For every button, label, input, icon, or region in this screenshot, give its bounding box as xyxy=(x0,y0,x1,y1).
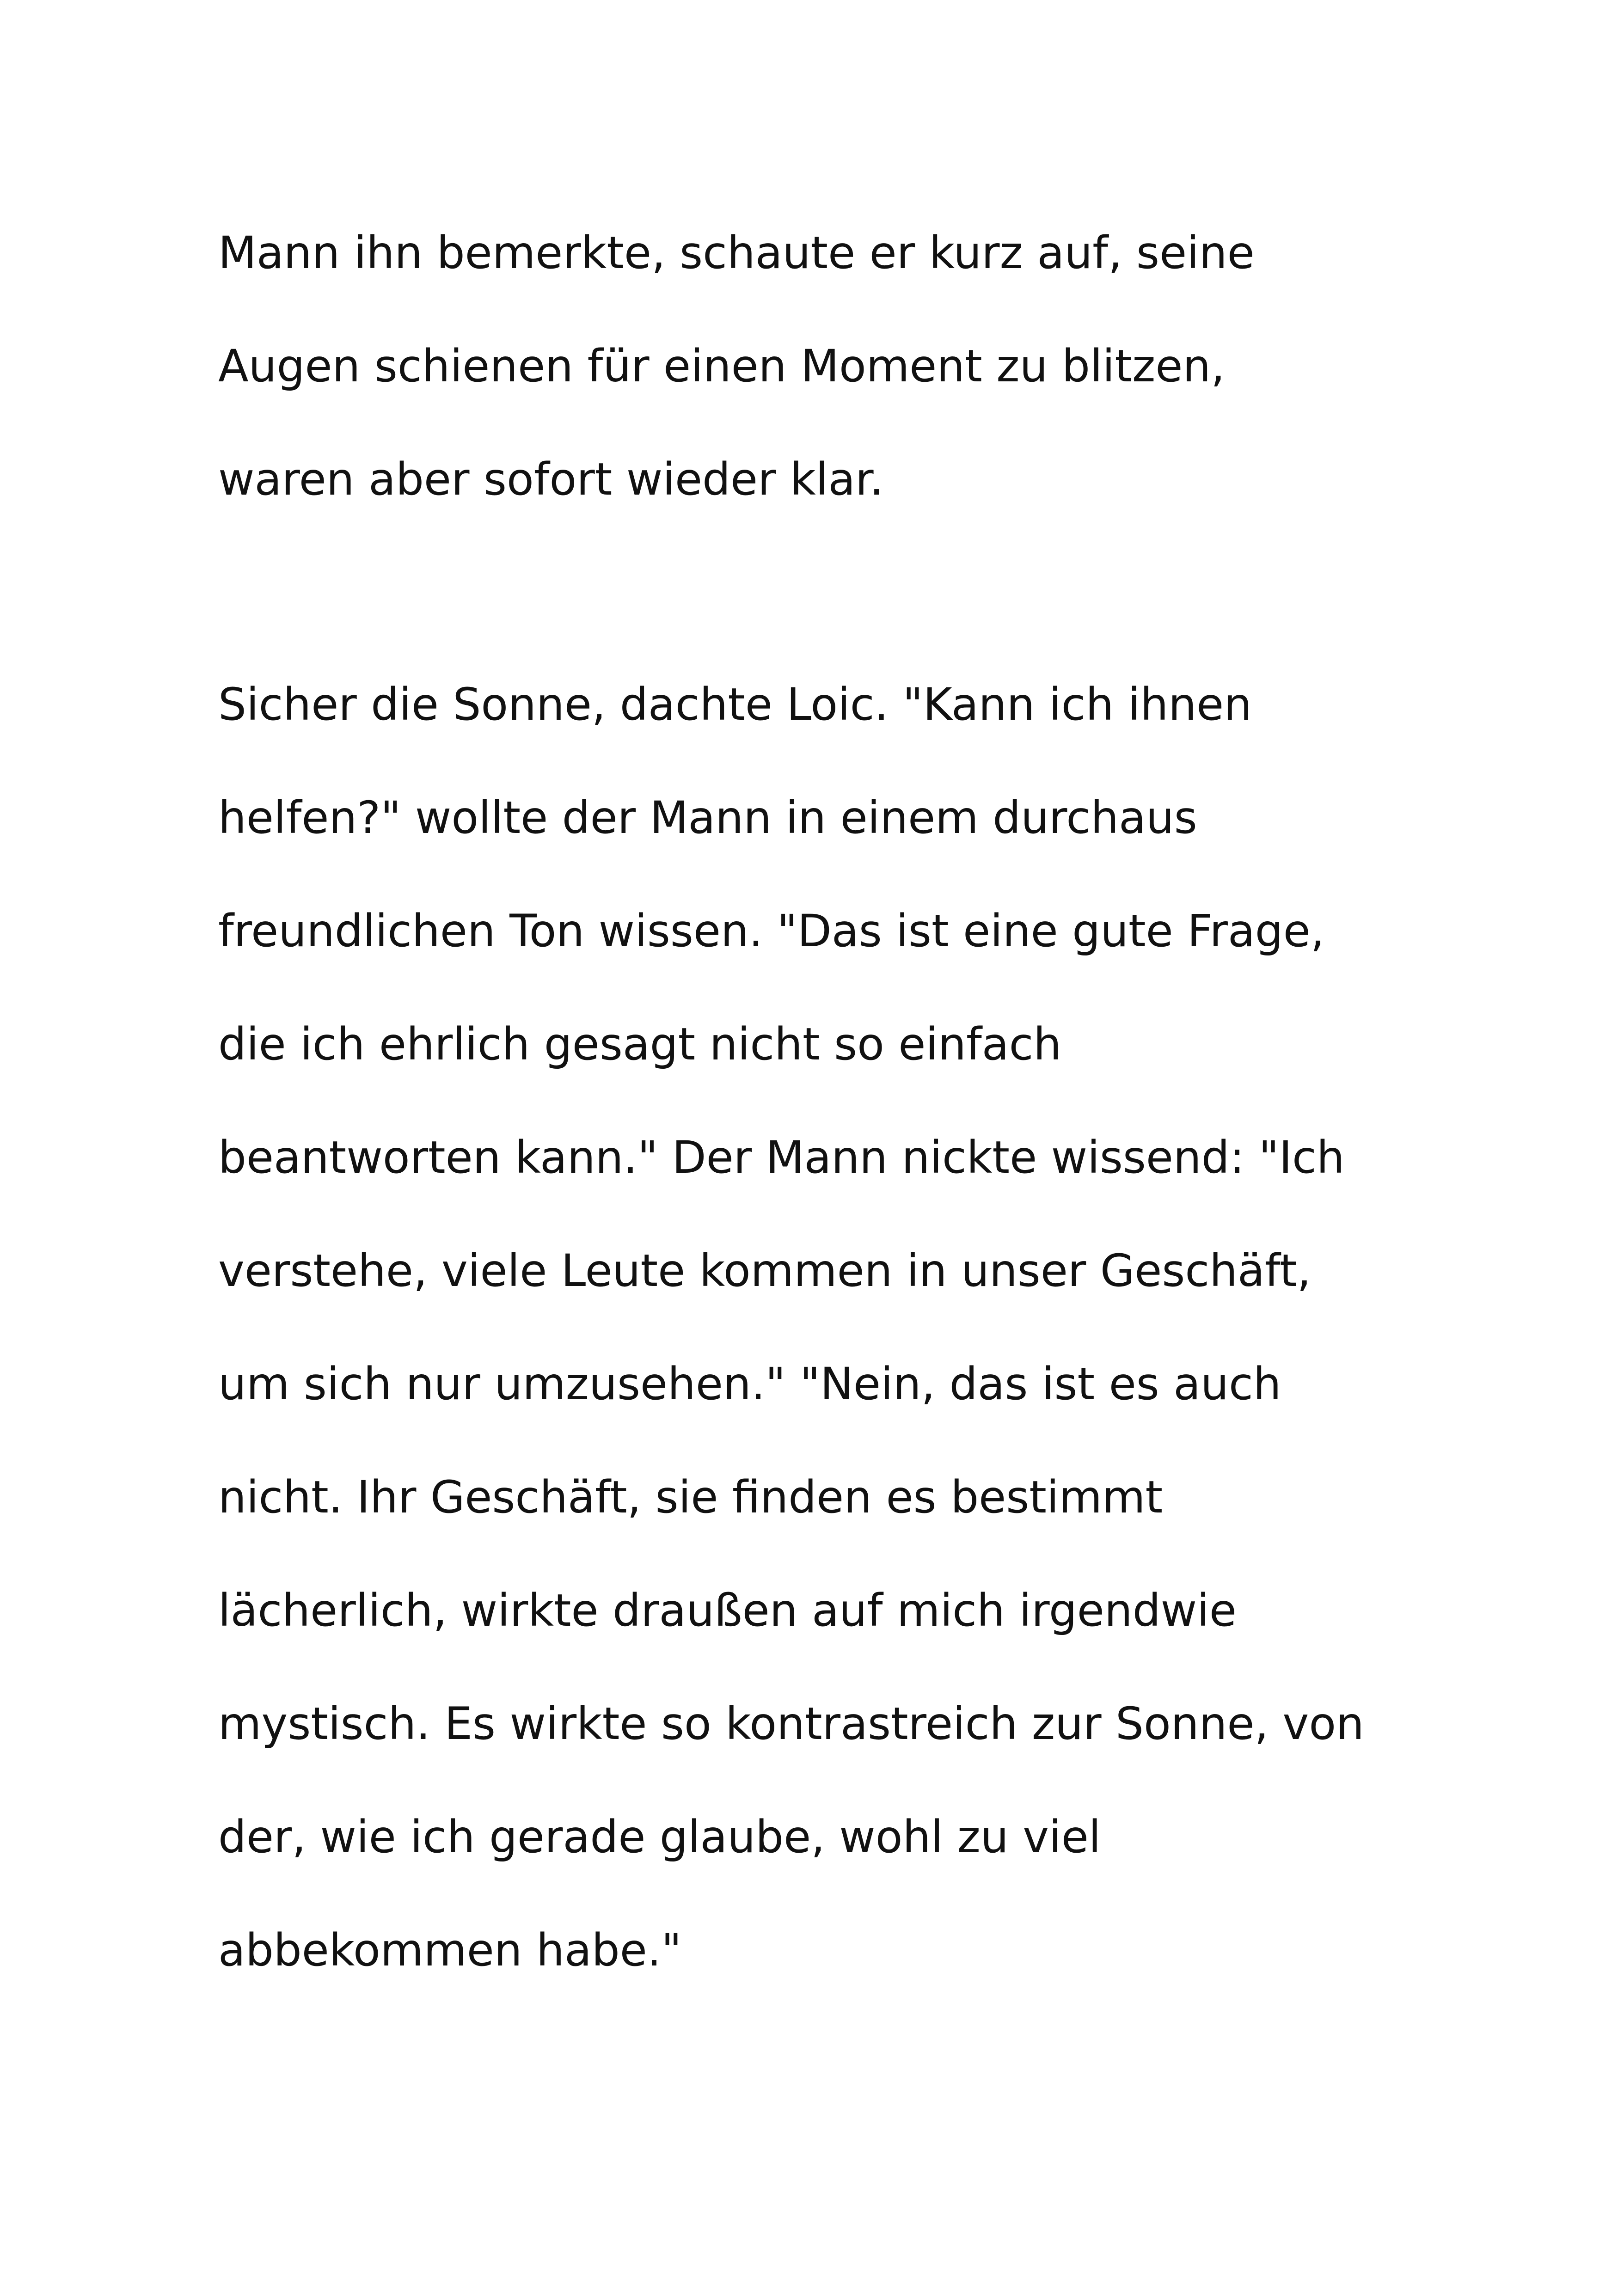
text-line: lächerlich, wirkte draußen auf mich irgendwie xyxy=(218,1585,1237,1636)
text-line: waren aber sofort wieder klar. xyxy=(218,453,884,505)
text-line: Augen schienen für einen Moment zu blitzen, xyxy=(218,340,1225,392)
text-line: freundlichen Ton wissen. "Das ist eine gute Frage, xyxy=(218,905,1325,957)
text-line: beantworten kann." Der Mann nickte wissend: "Ich xyxy=(218,1132,1345,1183)
text-line: der, wie ich gerade glaube, wohl zu viel xyxy=(218,1811,1101,1863)
text-line: helfen?" wollte der Mann in einem durchaus xyxy=(218,792,1197,844)
text-line: nicht. Ihr Geschäft, sie finden es bestimmt xyxy=(218,1471,1163,1523)
text-line: Sicher die Sonne, dachte Loic. "Kann ich ihnen xyxy=(218,679,1252,730)
text-line: mystisch. Es wirkte so kontrastreich zur Sonne, von xyxy=(218,1698,1364,1750)
text-line: die ich ehrlich gesagt nicht so einfach xyxy=(218,1018,1062,1070)
paragraph-2 xyxy=(218,648,1466,2007)
text-line: abbekommen habe." xyxy=(218,1924,682,1976)
text-line: Mann ihn bemerkte, schaute er kurz auf, seine xyxy=(218,227,1255,279)
text-line: verstehe, viele Leute kommen in unser Geschäft, xyxy=(218,1245,1312,1297)
paragraph-1 xyxy=(218,196,1466,536)
text-line: um sich nur umzusehen." "Nein, das ist es auch xyxy=(218,1358,1281,1410)
